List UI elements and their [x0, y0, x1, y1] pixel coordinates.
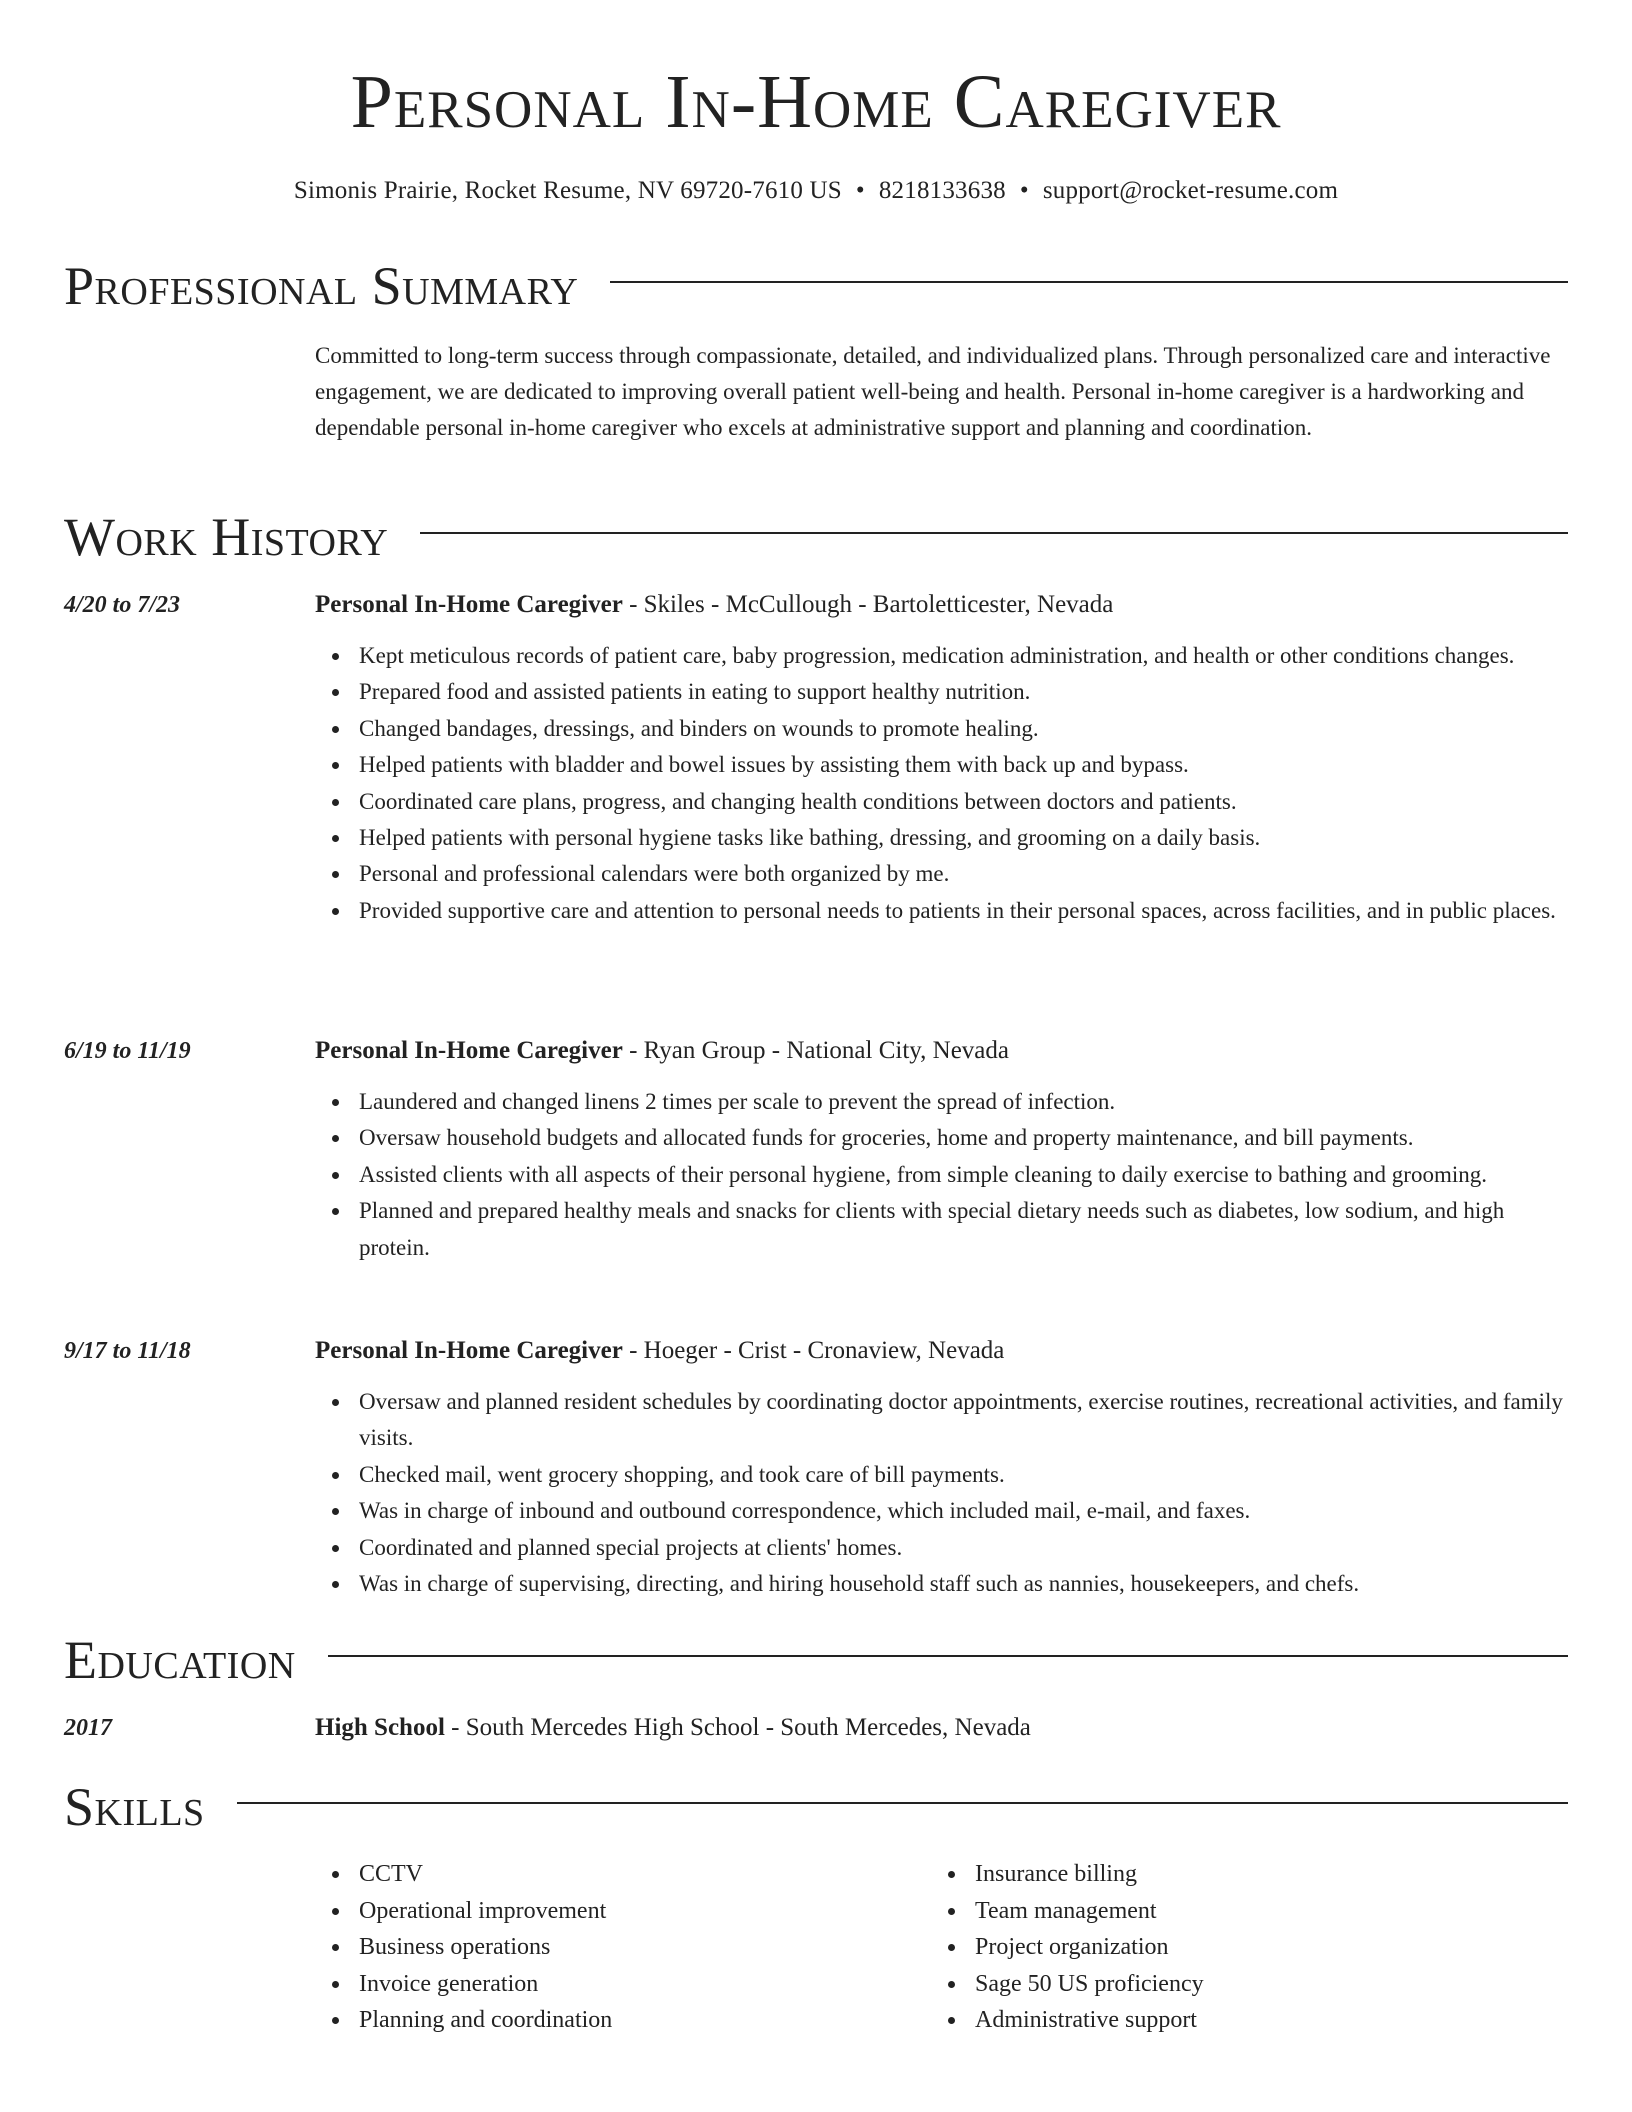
job-dates: 9/17 to 11/18: [64, 1338, 191, 1364]
list-item: [931, 1893, 1531, 1930]
skill-text: Sage 50 US proficiency: [975, 1970, 1204, 1997]
section-rule: [610, 281, 1568, 283]
section-rule: [328, 1655, 1568, 1657]
list-item: [315, 674, 1568, 710]
list-item-text: Personal and professional calendars were both organized by me.: [359, 861, 950, 887]
list-item: [931, 2002, 1531, 2039]
list-item-text: Was in charge of inbound and outbound correspondence, which included mail, e-mail, and faxes.: [359, 1498, 1251, 1524]
list-item: [931, 1966, 1531, 2003]
contact-phone: 8218133638: [878, 177, 1006, 204]
list-item: [315, 1566, 1568, 1602]
list-item-text: Laundered and changed linens 2 times per scale to prevent the spread of infection.: [359, 1089, 1116, 1114]
job-details: - Skiles - McCullough - Bartoletticester, Nevada: [622, 591, 1114, 618]
section-rule: [420, 532, 1568, 534]
bullet-dot: [332, 1581, 339, 1588]
section-header-work-history: [64, 507, 1568, 567]
bullet-dot: [332, 1135, 339, 1142]
bullet-dot: [948, 2017, 955, 2024]
list-item-text: Provided supportive care and attention to personal needs to patients in their personal spaces, across facilities, and in public places.: [359, 897, 1556, 923]
bullet-dot: [332, 835, 339, 842]
bullet-dot: [948, 1981, 955, 1988]
list-item: [315, 638, 1568, 674]
section-title: Education: [64, 1630, 296, 1690]
job-heading: [315, 1034, 1568, 1068]
list-item: [315, 1856, 915, 1893]
list-item: [315, 784, 1568, 820]
skill-text: Business operations: [359, 1934, 551, 1960]
job-dates: 6/19 to 11/19: [64, 1038, 191, 1064]
section-header-education: [64, 1630, 1568, 1690]
section-title: Skills: [64, 1777, 205, 1837]
section-header-summary: [64, 256, 1568, 316]
list-item-text: Changed bandages, dressings, and binders on wounds to promote healing.: [359, 715, 1039, 741]
list-item: [315, 1929, 915, 1966]
skill-text: Project organization: [975, 1934, 1169, 1960]
list-item: [315, 747, 1568, 783]
bullet-dot: [332, 1944, 339, 1951]
job-dates: 4/20 to 7/23: [64, 592, 181, 618]
skill-text: Invoice generation: [359, 1970, 539, 1997]
contact-separator: •: [855, 177, 865, 204]
section-title: Work History: [64, 507, 389, 567]
bullet-dot: [332, 871, 339, 878]
list-item-text: Planned and prepared healthy meals and snacks for clients with special dietary needs such as diabetes, low sodium, and high protein.: [359, 1198, 1505, 1260]
bullet-dot: [332, 1399, 339, 1406]
list-item-text: Helped patients with bladder and bowel issues by assisting them with back up and bypass.: [359, 752, 1189, 778]
contact-address: Simonis Prairie, Rocket Resume, NV 69720-7610 US: [293, 177, 842, 204]
list-item: [931, 1929, 1531, 1966]
bullet-dot: [332, 726, 339, 733]
education-degree: High School: [315, 1714, 445, 1741]
bullet-dot: [948, 1944, 955, 1951]
summary-text: Committed to long-term success through compassionate, detailed, and individualized plans. Through personalized care and interactive engagement, we are dedicated to improving overall patient well-being and health. Personal in-home caregiver is a hardworking and dependable personal in-home caregiver who excels at administrative support and planning and coordination.: [315, 343, 1551, 440]
job-bullets: [315, 1084, 1568, 1266]
list-item: [315, 1457, 1568, 1493]
list-item: [315, 893, 1568, 929]
list-item-text: Coordinated care plans, progress, and changing health conditions between doctors and patients.: [359, 788, 1237, 814]
list-item: [315, 1893, 915, 1930]
section-header-skills: [64, 1777, 1568, 1837]
contact-separator: •: [1019, 177, 1029, 204]
bullet-dot: [332, 1208, 339, 1215]
list-item-text: Was in charge of supervising, directing, and hiring household staff such as nannies, housekeepers, and chefs.: [359, 1571, 1360, 1597]
job-role: Personal In-Home Caregiver: [315, 1337, 623, 1364]
section-rule: [237, 1802, 1568, 1804]
contact-email: support@rocket-resume.com: [1042, 177, 1339, 204]
list-item-text: Kept meticulous records of patient care, baby progression, medication administration, and health or other conditions changes.: [359, 643, 1515, 668]
job-heading: [315, 588, 1568, 622]
job-details: - Ryan Group - National City, Nevada: [622, 1037, 1009, 1064]
candidate-name: Personal In-Home Caregiver: [350, 60, 1282, 144]
bullet-dot: [332, 1908, 339, 1915]
skill-text: Insurance billing: [975, 1861, 1137, 1887]
bullet-dot: [332, 653, 339, 660]
bullet-dot: [332, 2017, 339, 2024]
skill-text: Administrative support: [975, 2007, 1197, 2033]
list-item: [315, 711, 1568, 747]
list-item-text: Oversaw household budgets and allocated funds for groceries, home and property maintenance, and bill payments.: [359, 1125, 1414, 1151]
bullet-dot: [332, 1508, 339, 1515]
list-item: [315, 1120, 1568, 1156]
list-item: [315, 1966, 915, 2003]
bullet-dot: [948, 1908, 955, 1915]
education-details: - South Mercedes High School - South Mercedes, Nevada: [444, 1714, 1031, 1741]
list-item-text: Prepared food and assisted patients in eating to support healthy nutrition.: [359, 679, 1031, 705]
job-details: - Hoeger - Crist - Cronaview, Nevada: [622, 1337, 1005, 1364]
bullet-dot: [332, 799, 339, 806]
list-item: [315, 1530, 1568, 1566]
job-role: Personal In-Home Caregiver: [315, 1037, 623, 1064]
list-item: [315, 1084, 1568, 1120]
bullet-dot: [332, 1545, 339, 1552]
bullet-dot: [332, 1472, 339, 1479]
bullet-dot: [332, 1099, 339, 1106]
bullet-dot: [332, 908, 339, 915]
list-item-text: Coordinated and planned special projects at clients' homes.: [359, 1534, 903, 1560]
bullet-dot: [948, 1871, 955, 1878]
list-item: [315, 856, 1568, 892]
list-item: [315, 820, 1568, 856]
bullet-dot: [332, 1172, 339, 1179]
job-heading: [315, 1334, 1568, 1368]
list-item-text: Helped patients with personal hygiene tasks like bathing, dressing, and grooming on a daily basis.: [359, 825, 1261, 851]
bullet-dot: [332, 1981, 339, 1988]
education-heading: [315, 1711, 1568, 1745]
education-year: 2017: [64, 1715, 112, 1741]
list-item: [931, 1856, 1531, 1893]
list-item-text: Assisted clients with all aspects of their personal hygiene, from simple cleaning to daily exercise to bathing and grooming.: [359, 1161, 1487, 1187]
contact-line: [64, 174, 1568, 208]
list-item: [315, 1157, 1568, 1193]
section-title: Professional Summary: [64, 256, 579, 316]
skills-list-left: [315, 1856, 915, 2039]
bullet-dot: [332, 689, 339, 696]
list-item-text: Checked mail, went grocery shopping, and took care of bill payments.: [359, 1461, 1005, 1487]
list-item: [315, 1493, 1568, 1529]
list-item: [315, 1384, 1568, 1457]
skill-text: Planning and coordination: [359, 2007, 613, 2033]
skills-list-right: [931, 1856, 1531, 2039]
skill-text: Team management: [975, 1897, 1157, 1924]
list-item: [315, 1193, 1568, 1266]
skill-text: Operational improvement: [359, 1897, 607, 1924]
bullet-dot: [332, 1871, 339, 1878]
resume-page: [64, 0, 1568, 2112]
job-role: Personal In-Home Caregiver: [315, 591, 623, 618]
job-bullets: [315, 638, 1568, 929]
job-bullets: [315, 1384, 1568, 1602]
bullet-dot: [332, 762, 339, 769]
list-item-text: Oversaw and planned resident schedules by coordinating doctor appointments, exercise routines, recreational activities, and family visits.: [359, 1389, 1563, 1451]
skill-text: CCTV: [359, 1861, 424, 1887]
list-item: [315, 2002, 915, 2039]
